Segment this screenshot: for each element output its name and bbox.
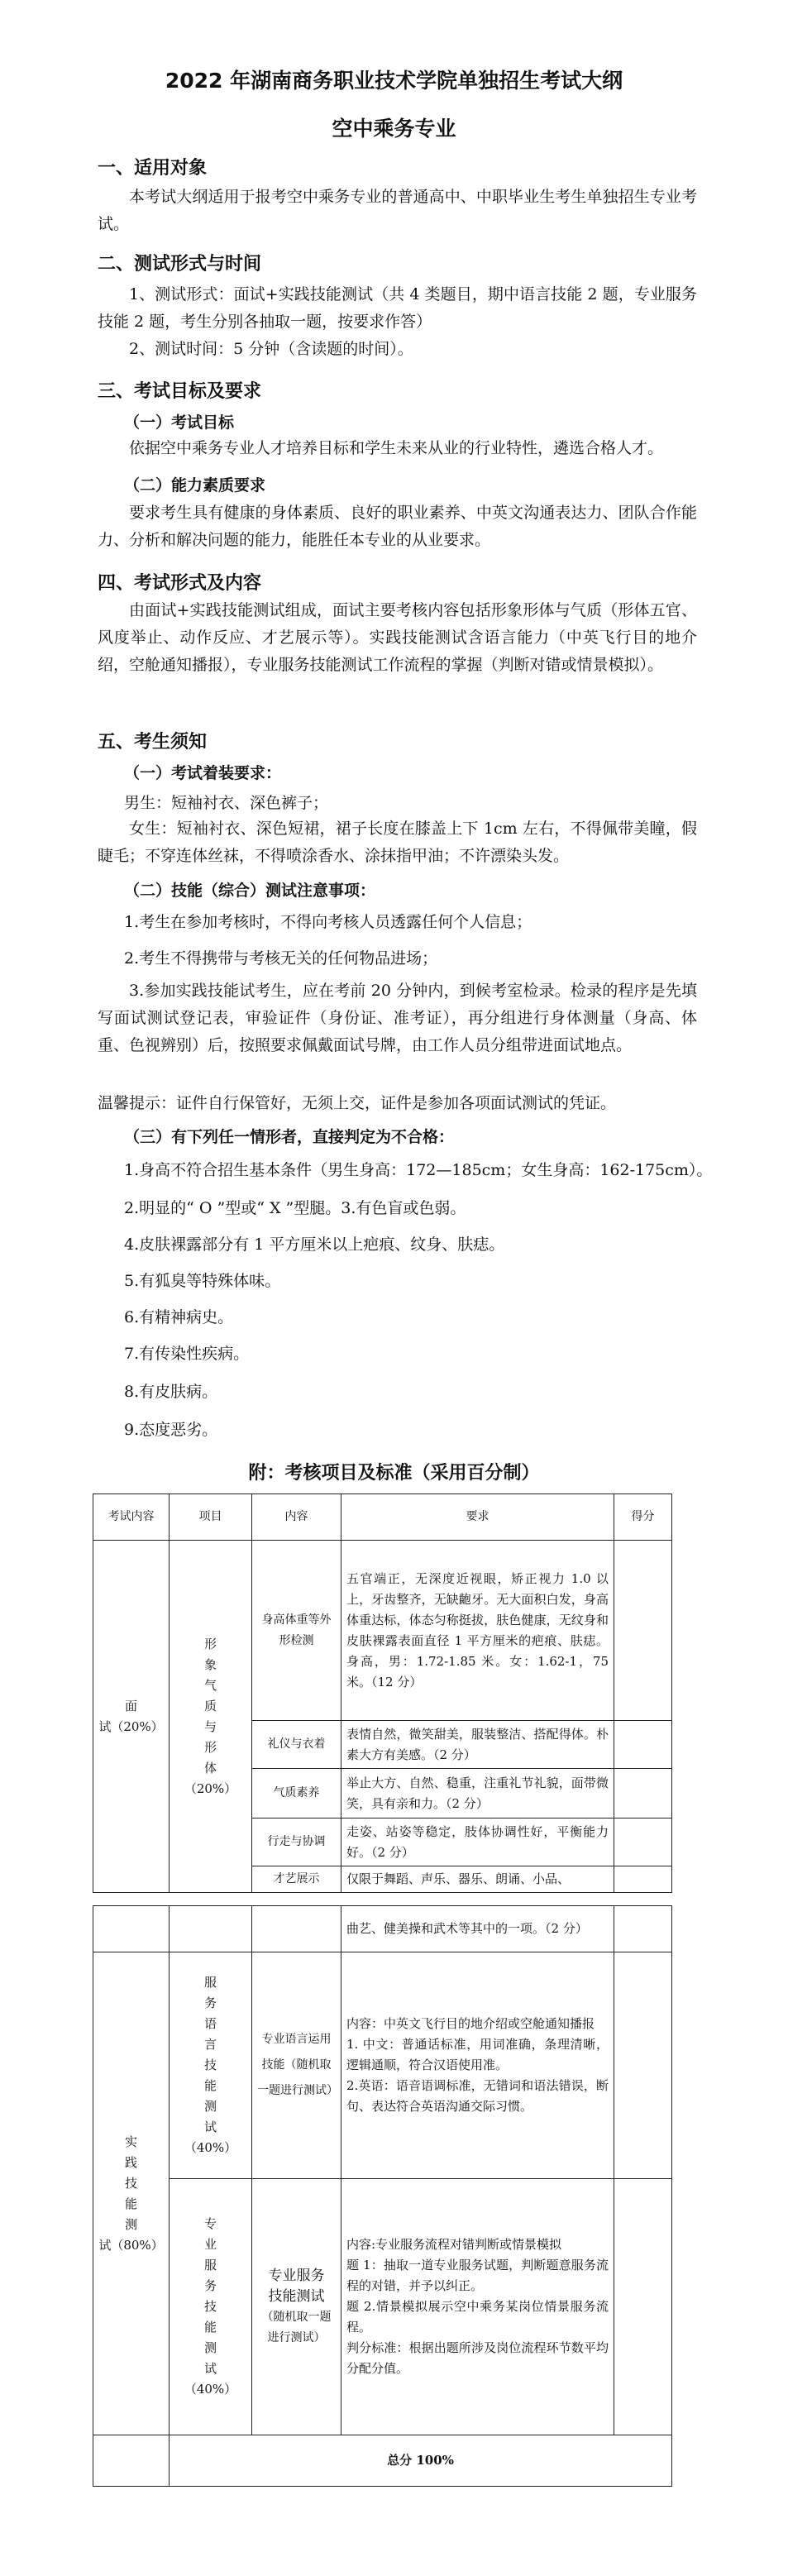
table-row (93, 1541, 672, 1721)
dress-code-female: 女生：短袖衬衣、深色短裙，裙子长度在膝盖上下 1cm 左右，不得佩带美瞳，假睫毛；不穿连体丝袜，不得喷涂香水、涂抹指甲油；不许漂染头发。 (98, 820, 697, 865)
interview-item-pct: （20%） (184, 1780, 237, 1796)
disqualify-7: 7.有传染性疾病。 (124, 1345, 250, 1363)
service-sub-line: （随机取一题进行测试） (261, 2310, 332, 2344)
empty-cell (93, 1906, 170, 1952)
interview-item-char: 质 (203, 1698, 217, 1713)
header-item: 项目 (170, 1494, 252, 1541)
service-req-line: 题 1：抽取一道专业服务试题，判断题意服务流程的对错，并予以纠正。 (346, 2258, 609, 2293)
header-score: 得分 (614, 1494, 672, 1541)
interview-req-talent-part2: 曲艺、健美操和武术等其中的一项。（2 分） (341, 1906, 614, 1952)
total-score: 总分 100% (170, 2435, 672, 2487)
table-header-row (93, 1494, 672, 1541)
practice-label-last: 试（80%） (98, 2237, 164, 2253)
service-item-char: 能 (203, 2320, 217, 2335)
interview-sub-etiquette: 礼仪与衣着 (252, 1721, 341, 1769)
interview-item-char: 象 (203, 1656, 217, 1672)
empty-cell (252, 1906, 341, 1952)
lang-item-char: 技 (203, 2057, 217, 2072)
lang-item-char: 语 (203, 2016, 217, 2031)
interview-label-line1: 面 (124, 1698, 137, 1713)
interview-req-temperament: 举止大方、自然、稳重，注重礼节礼貌，面带微笑，具有亲和力。（2 分） (341, 1769, 614, 1818)
service-item-char: 测 (203, 2340, 217, 2355)
service-sub-line: 专业服务 (268, 2267, 325, 2284)
warm-tip: 温馨提示：证件自行保管好，无须上交，证件是参加各项面试测试的凭证。 (98, 1094, 617, 1112)
section-3-heading: 三、考试目标及要求 (98, 381, 262, 402)
disqualify-2-3: 2.明显的“ O ”型或“ X ”型腿。3.有色盲或色弱。 (124, 1199, 466, 1217)
disqualify-5: 5.有狐臭等特殊体味。 (124, 1272, 281, 1290)
service-item-char: 业 (203, 2237, 217, 2252)
interview-label-cell (93, 1541, 170, 1893)
service-item-pct: （40%） (184, 2382, 237, 2397)
interview-item-char: 与 (203, 1718, 217, 1734)
interview-req-walking: 走姿、站姿等稳定，肢体协调性好，平衡能力好。（2 分） (341, 1818, 614, 1866)
interview-sub-temperament: 气质素养 (252, 1769, 341, 1818)
dress-code-subheading: （一）考试着装要求： (124, 764, 282, 782)
header-content: 考试内容 (93, 1494, 170, 1541)
lang-item-char: 试 (203, 2120, 217, 2134)
service-item-char: 服 (203, 2258, 217, 2273)
ability-paragraph: 要求考生具有健康的身体素质、良好的职业素养、中英文沟通表达力、团队合作能力、分析和解决问题的能力，能胜任本专业的从业要求。 (98, 504, 697, 549)
interview-req-talent-part1: 仅限于舞蹈、声乐、器乐、朗诵、小品、 (341, 1866, 614, 1893)
practice-label-char: 实 (124, 2134, 137, 2149)
service-item-char: 务 (203, 2278, 217, 2293)
disqualify-6: 6.有精神病史。 (124, 1308, 234, 1326)
interview-item-cell (170, 1541, 252, 1893)
header-sub: 内容 (252, 1494, 341, 1541)
service-item-cell (170, 2179, 252, 2435)
score-cell (614, 1769, 672, 1818)
table-total-row (93, 2435, 672, 2487)
lang-item-char: 言 (203, 2037, 217, 2052)
table-row (93, 1906, 672, 1952)
service-req-line: 内容:专业服务流程对错判断或情景模拟 (346, 2237, 562, 2252)
exam-goal-paragraph: 依据空中乘务专业人才培养目标和学生未来从业的行业特性，遴选合格人才。 (129, 439, 664, 457)
table-row (93, 1952, 672, 2179)
lang-req-line: 2.英语：语音语调标准，无错词和语法错误，断句、表达符合英语沟通交际习惯。 (346, 2078, 609, 2114)
section-4-paragraph: 由面试+实践技能测试组成，面试主要考核内容包括形象形体与气质（形体五官、风度举止、动作反应、才艺展示等）。实践技能测试含语言能力（中英飞行目的地介绍，空舱通知播报），专业服务技能测试工作流程的掌握（判断对错或情景模拟）。 (98, 601, 697, 674)
lang-sub-cell: 专业语言运用技能（随机取一题进行测试） (252, 1952, 341, 2179)
disqualify-4: 4.皮肤裸露部分有 1 平方厘米以上疤痕、纹身、肤痣。 (124, 1235, 505, 1254)
assessment-table-part2 (93, 1905, 672, 2487)
practice-label-char: 技 (124, 2175, 137, 2191)
note-3: 3.参加实践技能试考生，应在考前 20 分钟内，到候考室检录。检录的程序是先填写面试测试登记表，审验证件（身份证、准考证），再分组进行身体测量（身高、体重、色视辨别）后，按照要求佩戴面试号牌，由工作人员分组带进面试地点。 (98, 982, 697, 1054)
assessment-table-part1 (93, 1494, 672, 1893)
interview-item-char: 气 (203, 1677, 217, 1693)
lang-item-char: 能 (203, 2078, 217, 2093)
test-time-paragraph: 2、测试时间：5 分钟（含读题的时间）。 (129, 340, 413, 358)
service-sub-cell (252, 2179, 341, 2435)
score-cell (614, 1952, 672, 2179)
practice-label-char: 能 (124, 2196, 137, 2211)
lang-item-cell (170, 1952, 252, 2179)
interview-item-char: 形 (203, 1739, 217, 1755)
doc-title: 2022 年湖南商务职业技术学院单独招生考试大纲 (165, 69, 623, 93)
annex-title: 附：考核项目及标准（采用百分制） (248, 1463, 540, 1484)
interview-item-char: 体 (203, 1760, 217, 1775)
interview-sub-talent: 才艺展示 (252, 1866, 341, 1893)
ability-subheading: （二）能力素质要求 (124, 476, 266, 495)
table-row (93, 2179, 672, 2435)
lang-item-char: 务 (203, 1995, 217, 2010)
practice-label-char: 测 (124, 2216, 137, 2232)
dress-code-male: 男生：短袖衬衣、深色裤子； (124, 794, 329, 812)
interview-req-body: 五官端正，无深度近视眼，矫正视力 1.0 以上，牙齿整齐，无缺齙牙。无大面积白发，身高体重达标，体态匀称挺拔，肤色健康，无纹身和皮肤裸露表面直径 1 平方厘米的疤痕、肤痣。身高，男：1.72-1.85 米。女：1.62-1，75 米。（12 分） (341, 1541, 614, 1721)
service-item-char: 专 (203, 2216, 217, 2231)
interview-sub-body: 身高体重等外形检测 (252, 1541, 341, 1721)
doc-subtitle: 空中乘务专业 (332, 117, 456, 141)
header-req: 要求 (341, 1494, 614, 1541)
interview-req-etiquette: 表情自然，微笑甜美，服装整洁、搭配得体。朴素大方有美感。（2 分） (341, 1721, 614, 1769)
practice-label-cell (93, 1952, 170, 2435)
interview-sub-walking: 行走与协调 (252, 1818, 341, 1866)
disqualify-9: 9.态度恶劣。 (124, 1421, 218, 1439)
note-1: 1.考生在参加考核时，不得向考核人员透露任何个人信息； (124, 913, 532, 931)
score-cell (614, 1866, 672, 1893)
score-cell (614, 1721, 672, 1769)
lang-item-char: 服 (203, 1975, 217, 1990)
disqualify-8: 8.有皮肤病。 (124, 1383, 218, 1401)
practice-label-char: 践 (124, 2154, 137, 2170)
notes-subheading: （二）技能（综合）测试注意事项： (124, 882, 376, 900)
interview-item-char: 形 (203, 1636, 217, 1651)
score-cell (614, 1906, 672, 1952)
service-req-line: 题 2.情景模拟展示空中乘务某岗位情景服务流程。 (346, 2299, 609, 2335)
service-req-line: 判分标准：根据出题所涉及岗位流程环节数平均分配分值。 (346, 2340, 609, 2376)
disqualify-subheading: （三）有下列任一情形者，直接判定为不合格： (124, 1128, 455, 1146)
interview-label-line2: 试（20%） (98, 1718, 164, 1734)
exam-goal-subheading: （一）考试目标 (124, 413, 235, 432)
section-2-heading: 二、测试形式与时间 (98, 254, 262, 275)
score-cell (614, 2179, 672, 2435)
score-cell (614, 1541, 672, 1721)
section-1-heading: 一、适用对象 (98, 158, 208, 179)
service-sub-line: 技能测试 (268, 2287, 325, 2305)
lang-item-char: 测 (203, 2099, 217, 2114)
empty-cell (93, 2435, 170, 2487)
lang-req-line: 内容：中英文飞行目的地介绍或空舱通知播报 (346, 2016, 595, 2031)
service-req-cell (341, 2179, 614, 2435)
lang-item-pct: （40%） (184, 2140, 237, 2155)
section-1-paragraph: 本考试大纲适用于报考空中乘务专业的普通高中、中职毕业生考生单独招生专业考试。 (98, 188, 697, 233)
score-cell (614, 1818, 672, 1866)
section-4-heading: 四、考试形式及内容 (98, 573, 262, 594)
service-item-char: 试 (203, 2361, 217, 2376)
note-2: 2.考生不得携带与考核无关的任何物品进场； (124, 949, 438, 968)
section-5-heading: 五、考生须知 (98, 732, 208, 753)
lang-req-line: 1. 中文：普通话标准，用词准确，条理清晰，逻辑通顺，符合汉语使用准。 (346, 2037, 609, 2072)
service-item-char: 技 (203, 2299, 217, 2314)
lang-req-cell (341, 1952, 614, 2179)
disqualify-1: 1.身高不符合招生基本条件（男生身高：172—185cm；女生身高：162-175cm）。 (124, 1161, 713, 1179)
test-format-paragraph: 1、测试形式：面试+实践技能测试（共 4 类题目，期中语言技能 2 题，专业服务技能 2 题，考生分别各抽取一题，按要求作答） (98, 285, 697, 331)
empty-cell (170, 1906, 252, 1952)
